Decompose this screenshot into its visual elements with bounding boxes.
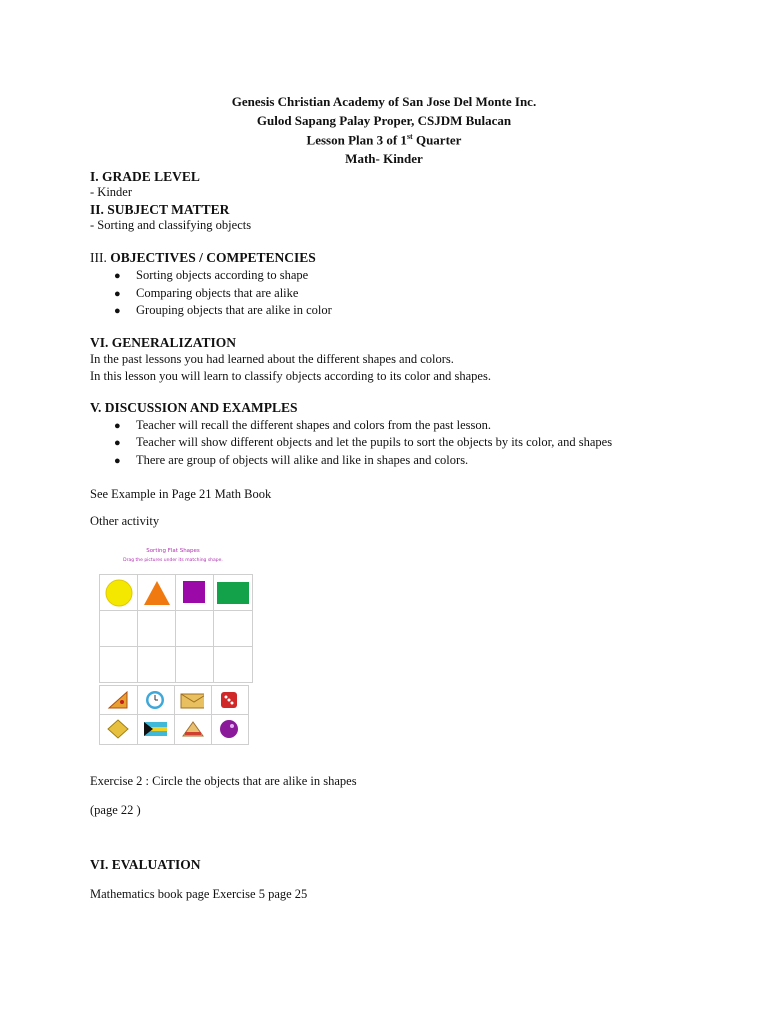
exercise-text: Exercise 2 : Circle the objects that are alike in shapes <box>90 774 357 788</box>
flag-icon <box>143 719 167 739</box>
grade-level-text: - Kinder <box>90 185 132 199</box>
school-name: Genesis Christian Academy of San Jose Del Monte Inc. <box>231 94 537 109</box>
subject-matter-text: - Sorting and classifying objects <box>90 218 252 232</box>
evaluation-heading: VI. EVALUATION <box>90 857 201 872</box>
worksheet-pictures-grid <box>99 685 249 745</box>
clock-icon <box>143 690 167 710</box>
objective-item: Grouping objects that are alike in color <box>136 303 332 317</box>
generalization-line: In the past lessons you had learned about the different shapes and colors. <box>90 352 454 366</box>
page-reference-text: (page 22 ) <box>90 803 141 817</box>
envelope-icon <box>180 690 204 710</box>
green-rectangle-icon <box>216 581 250 605</box>
orange-triangle-icon <box>142 578 172 608</box>
school-address: Gulod Sapang Palay Proper, CSJDM Bulacan <box>256 113 512 128</box>
grade-level-heading: I. GRADE LEVEL <box>90 169 200 184</box>
bullet-icon: ● <box>114 437 121 449</box>
lesson-prefix: Lesson Plan 3 of 1 <box>306 132 407 148</box>
subject-matter-heading: II. SUBJECT MATTER <box>90 202 230 217</box>
worksheet-shape-grid <box>99 574 253 683</box>
generalization-line: In this lesson you will learn to classify objects according to its color and shapes. <box>90 369 491 383</box>
objectives-heading <box>90 250 316 266</box>
sandwich-icon <box>180 719 204 739</box>
dice-icon <box>217 690 241 710</box>
purple-square-icon <box>182 580 206 604</box>
discussion-heading: V. DISCUSSION AND EXAMPLES <box>90 400 298 415</box>
lesson-sup: st <box>406 132 413 141</box>
bullet-icon: ● <box>114 420 121 432</box>
worksheet-title: Sorting Flat Shapes <box>146 548 200 554</box>
bullet-icon: ● <box>114 305 121 317</box>
generalization-heading: VI. GENERALIZATION <box>90 335 237 350</box>
objectives-title: OBJECTIVES / COMPETENCIES <box>110 250 316 265</box>
bullet-icon: ● <box>114 455 121 467</box>
discussion-item: Teacher will show different objects and let the pupils to sort the objects by its color, and shapes <box>136 435 613 449</box>
yellow-circle-icon <box>104 578 134 608</box>
objective-item: Comparing objects that are alike <box>136 286 299 300</box>
worksheet-subtitle: Drag the pictures under its matching shape. <box>123 558 223 563</box>
evaluation-text: Mathematics book page Exercise 5 page 25 <box>90 887 308 901</box>
subject-title: Math- Kinder <box>345 151 423 166</box>
lesson-title <box>0 132 768 148</box>
discussion-item: There are group of objects will alike and like in shapes and colors. <box>136 453 469 467</box>
pizza-icon <box>106 690 130 710</box>
objective-item: Sorting objects according to shape <box>136 268 309 282</box>
bullet-icon: ● <box>114 270 121 282</box>
bullet-icon: ● <box>114 288 121 300</box>
cracker-icon <box>106 719 130 739</box>
other-activity-text: Other activity <box>90 514 160 528</box>
sorting-worksheet-image <box>93 543 253 753</box>
see-example-text: See Example in Page 21 Math Book <box>90 487 272 501</box>
purple-ball-icon <box>217 719 241 739</box>
discussion-item: Teacher will recall the different shapes and colors from the past lesson. <box>136 418 492 432</box>
objectives-numeral: III. <box>90 250 111 265</box>
lesson-suffix: Quarter <box>412 132 462 148</box>
